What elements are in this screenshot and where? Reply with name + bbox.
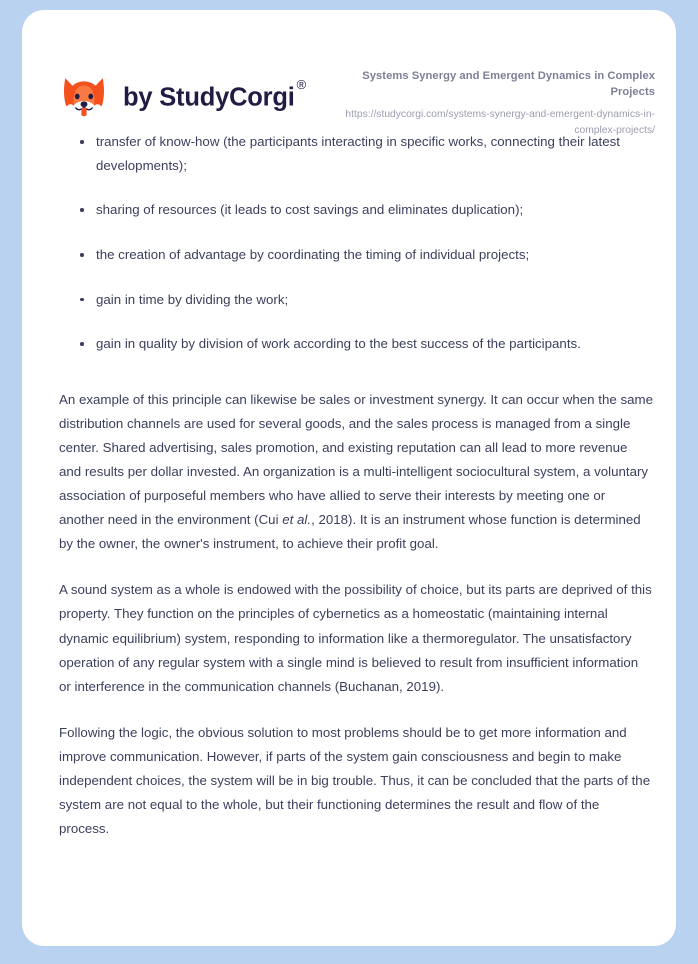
benefits-bullet-list [59, 130, 653, 356]
body-paragraph-1 [59, 388, 653, 556]
paragraph-1-segment-before-citation: An example of this principle can likewise be sales or investment synergy. It can occur when the same distribution channels are used for several goods, and the sales process is managed from a single center. Shared advertising, sales promotion, and existing reputation can all lead to more revenue and results per dollar invested. An organization is a multi-intelligent sociocultural system, a voluntary association of purposeful members who have allied to serve their interests by meeting one or another need in the environment (Cui [59, 391, 653, 528]
paragraph-block-2 [59, 578, 653, 698]
document-source-url[interactable]: https://studycorgi.com/systems-synergy-and-emergent-dynamics-in-complex-projects/ [345, 109, 655, 136]
list-item: gain in quality by division of work according to the best success of the participants. [59, 332, 653, 356]
citation-italic-et-al: et al. [282, 512, 312, 528]
header-document-meta [325, 68, 655, 138]
list-item: gain in time by dividing the work; [59, 288, 653, 312]
list-item: the creation of advantage by coordinating the timing of individual projects; [59, 243, 653, 267]
document-header [22, 10, 676, 136]
paragraph-block-1 [59, 388, 653, 556]
document-body [22, 130, 676, 841]
corgi-logo-icon [58, 72, 110, 124]
body-paragraph-2: A sound system as a whole is endowed with the possibility of choice, but its parts are deprived of this property. They function on the principles of cybernetics as a homeostatic (maintaining internal dynamic equilibrium) system, responding to information like a thermoregulator. The unsatisfactory operation of any regular system with a single mind is believed to result from insufficient information or interference in the communication channels (Buchanan, 2019). [59, 582, 652, 694]
body-paragraph-3: Following the logic, the obvious solution to most problems should be to get more information and improve communication. However, if parts of the system gain consciousness and begin to make independent choices, the system will be in big trouble. Thus, it can be concluded that the parts of the system are not equal to the whole, but their functioning determines the result and flow of the process. [59, 724, 651, 836]
registered-trademark-icon: ® [296, 77, 307, 92]
brand-wordmark [123, 77, 307, 112]
paragraph-1-segment-after-citation: , 2018). It is an instrument whose function is determined by the owner, the owner's instrument, to achieve their profit goal. [59, 512, 641, 552]
brand-logo-block[interactable] [58, 72, 307, 124]
paragraph-block-3 [59, 721, 653, 841]
list-item: transfer of know-how (the participants interacting in specific works, connecting their latest developments); [59, 130, 653, 177]
document-title: Systems Synergy and Emergent Dynamics in Complex Projects [362, 70, 655, 99]
list-item: sharing of resources (it leads to cost savings and eliminates duplication); [59, 198, 653, 222]
brand-name-text: by StudyCorgi [123, 83, 295, 112]
document-page-card [22, 10, 676, 946]
